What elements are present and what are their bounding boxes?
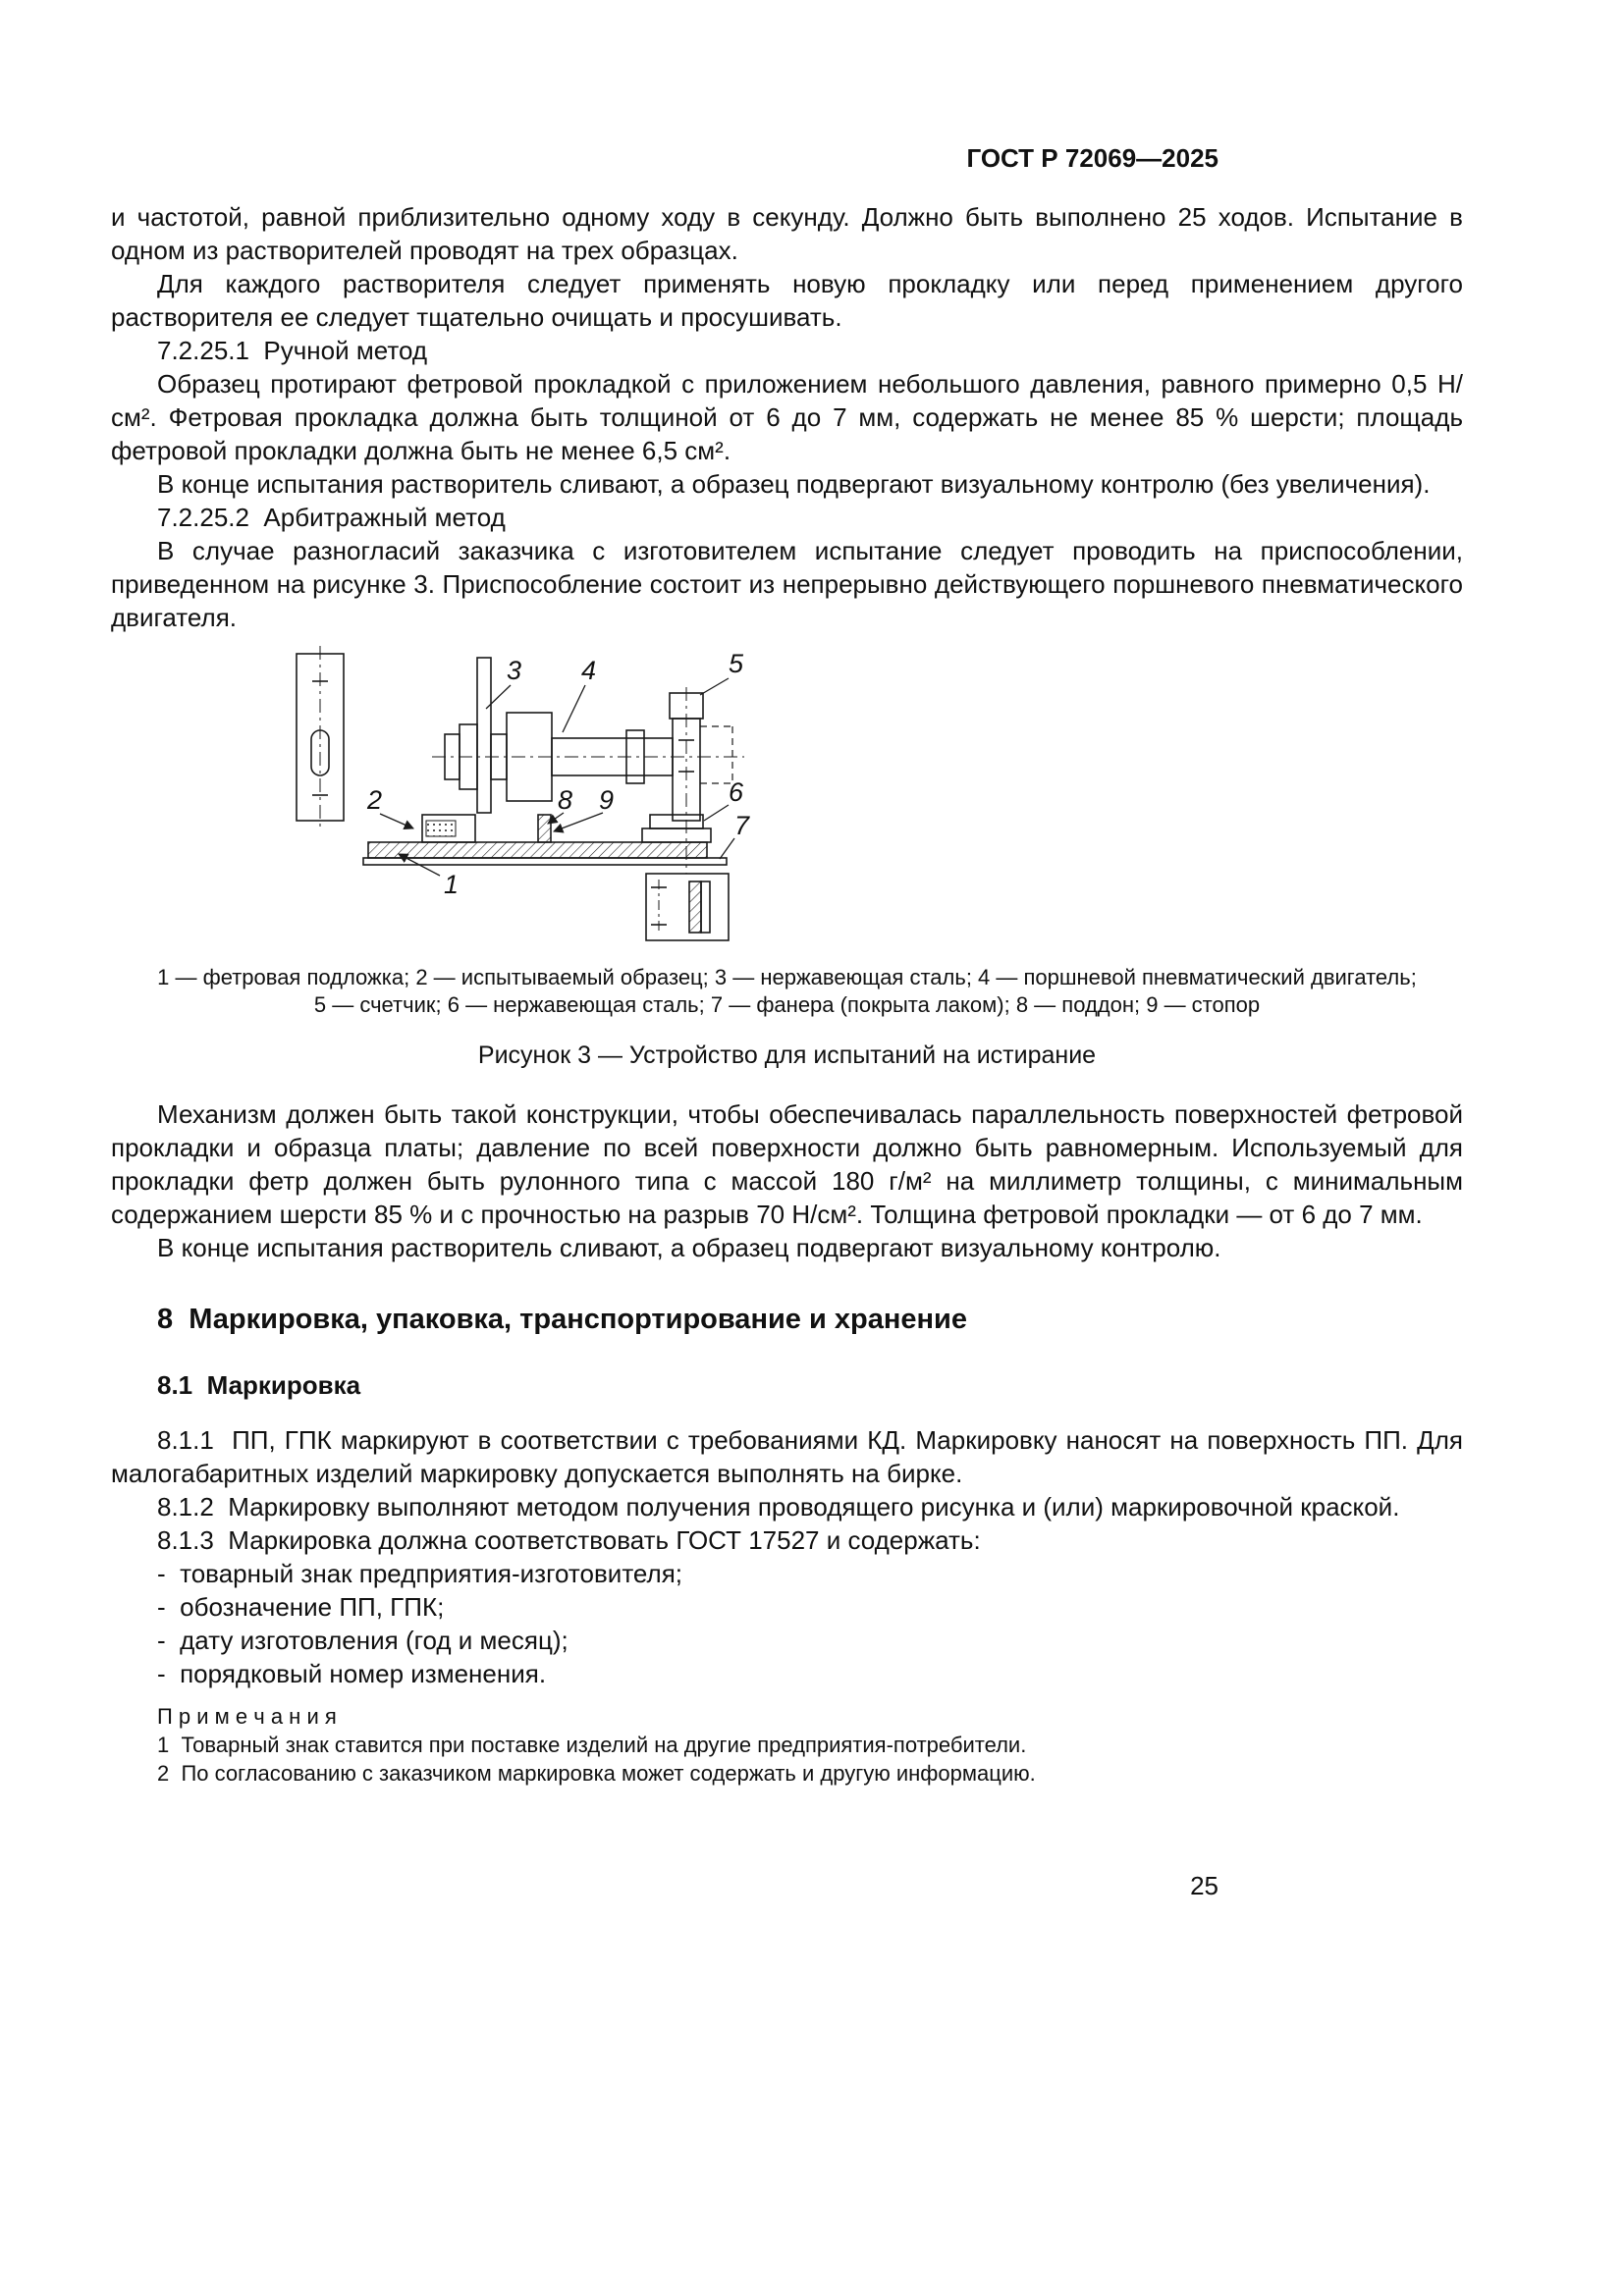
- figure-label-8: 8: [558, 785, 573, 815]
- list-item: - дату изготовления (год и месяц);: [157, 1626, 568, 1655]
- paragraph: Образец протирают фетровой прокладкой с приложением небольшого давления, равного примерно 0,5 Н/см². Фетровая прокладка должна быть толщиной от 6 до 7 мм, содержать не менее 85 % шерсти; площадь фетровой прокладки должна быть не менее 6,5 см².: [111, 369, 1463, 465]
- abrasion-test-device-diagram: [285, 646, 1110, 950]
- subclause-heading-7-2-25-1: 7.2.25.1 Ручной метод: [157, 336, 428, 365]
- pneumatic-motor-shape: [432, 713, 744, 801]
- list-item: - товарный знак предприятия-изготовителя;: [157, 1559, 683, 1588]
- figure-label-1: 1: [444, 870, 460, 899]
- paragraph: Для каждого растворителя следует применять новую прокладку или перед применением другого растворителя ее следует тщательно очищать и просушивать.: [111, 269, 1463, 332]
- figure-legend-line2: 5 — счетчик; 6 — нержавеющая сталь; 7 — фанера (покрыта лаком); 8 — поддон; 9 — стопор: [313, 992, 1261, 1017]
- list-item: - обозначение ПП, ГПК;: [157, 1592, 445, 1622]
- paragraph: В конце испытания растворитель сливают, а образец подвергают визуальному контролю.: [157, 1233, 1221, 1262]
- section-8-1-heading: 8.1 Маркировка: [157, 1370, 361, 1400]
- detail-view-shape: [646, 874, 729, 940]
- figure-caption: Рисунок 3 — Устройство для испытаний на истирание: [477, 1041, 1097, 1069]
- paragraph-8-1-2: 8.1.2 Маркировку выполняют методом получения проводящего рисунка и (или) маркировочной краской.: [157, 1492, 1400, 1522]
- note-1: 1 Товарный знак ставится при поставке изделий на другие предприятия-потребители.: [157, 1733, 1027, 1757]
- paragraph: Механизм должен быть такой конструкции, чтобы обеспечивалась параллельность поверхностей фетровой прокладки и образца платы; давление по всей поверхности должно быть равномерным. Используемый для прокладки фетр должен быть рулонного типа с массой 180 г/м² на миллиметр толщины, с минимальным содержанием шерсти 85 % и с прочностью на разрыв 70 Н/см². Толщина фетровой прокладки — от 6 до 7 мм.: [111, 1099, 1463, 1229]
- figure-3: [111, 646, 1463, 1072]
- section-8-heading: 8 Маркировка, упаковка, транспортирование и хранение: [157, 1304, 967, 1335]
- running-header: ГОСТ Р 72069—2025: [966, 143, 1218, 173]
- figure-label-2: 2: [367, 785, 383, 815]
- notes-block: [111, 1702, 1463, 1788]
- figure-label-3: 3: [507, 656, 522, 685]
- ghost-outline: [700, 726, 732, 783]
- test-sample-shape: [422, 815, 475, 842]
- marking-list: [111, 1557, 1463, 1690]
- figure-label-9: 9: [599, 785, 615, 815]
- steel-rod-shape: [477, 658, 491, 813]
- figure-legend-line1: 1 — фетровая подложка; 2 — испытываемый образец; 3 — нержавеющая сталь; 4 — поршневой пневматический двигатель;: [157, 965, 1417, 989]
- paragraph-8-1-3: 8.1.3 Маркировка должна соответствовать ГОСТ 17527 и содержать:: [157, 1525, 981, 1555]
- mounting-plate-shape: [297, 646, 344, 828]
- list-item: - порядковый номер изменения.: [157, 1659, 547, 1688]
- stopper-shape: [538, 815, 551, 842]
- notes-title: П р и м е ч а н и я: [157, 1704, 337, 1729]
- page-content: [111, 200, 1463, 1788]
- figure-label-5: 5: [729, 649, 744, 678]
- paragraph-continuation: и частотой, равной приблизительно одному ходу в секунду. Должно быть выполнено 25 ходов. Испытание в одном из растворителей проводят на трех образцах.: [111, 202, 1463, 265]
- paragraph-8-1-1: 8.1.1 ПП, ГПК маркируют в соответствии с требованиями КД. Маркировку наносят на поверхность ПП. Для малогабаритных изделий маркировку допускается выполнять на бирке.: [111, 1425, 1463, 1488]
- paragraph: В конце испытания растворитель сливают, а образец подвергают визуальному контролю (без увеличения).: [157, 469, 1431, 499]
- figure-label-7: 7: [734, 811, 750, 840]
- figure-label-6: 6: [729, 777, 744, 807]
- subclause-heading-7-2-25-2: 7.2.25.2 Арбитражный метод: [157, 503, 506, 532]
- figure-legend: [111, 964, 1463, 1019]
- figure-label-4: 4: [581, 656, 597, 685]
- page-number: 25: [1190, 1871, 1218, 1900]
- paragraph: В случае разногласий заказчика с изготовителем испытание следует проводить на приспособлении, приведенном на рисунке 3. Приспособление состоит из непрерывно действующего поршневого пневматического двигателя.: [111, 536, 1463, 632]
- note-2: 2 По согласованию с заказчиком маркировка может содержать и другую информацию.: [157, 1761, 1036, 1786]
- felt-pad-shape: [368, 842, 707, 858]
